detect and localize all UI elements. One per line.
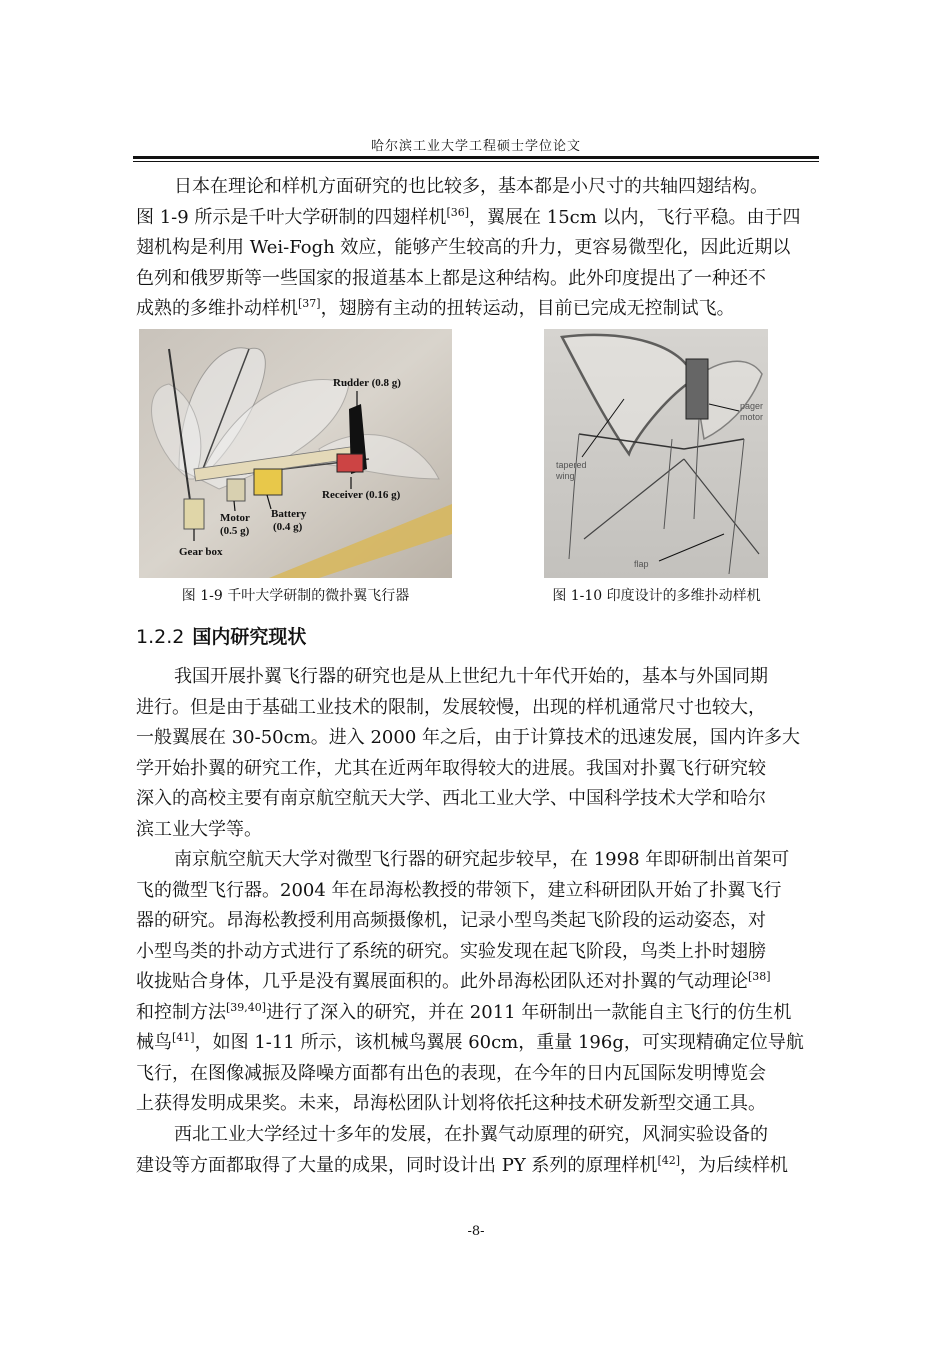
citation: [42]: [657, 1153, 681, 1167]
label-pager: pager: [740, 401, 764, 411]
ornithopter-photo-illustration: [139, 329, 452, 578]
label-motor-weight: (0.5 g): [220, 525, 250, 537]
section-heading: [136, 622, 306, 649]
text-line: 南京航空航天大学对微型飞行器的研究起步较早，在 1998 年即研制出首架可: [174, 849, 790, 870]
text-line: 翅机构是利用 Wei-Fogh 效应，能够产生较高的升力，更容易微型化，因此近期以: [136, 237, 791, 258]
text-line: 小型鸟类的扑动方式进行了系统的研究。实验发现在起飞阶段，鸟类上扑时翅膀: [136, 940, 766, 962]
label-tapered: tapered: [556, 460, 587, 470]
text-line: 械鸟: [136, 1032, 172, 1053]
text-line: 我国开展扑翼飞行器的研究也是从上世纪九十年代开始的，基本与外国同期: [174, 666, 768, 687]
figure-1-9-caption: 图 1-9 千叶大学研制的微扑翼飞行器: [181, 588, 410, 604]
text-line: 器的研究。昂海松教授利用高频摄像机，记录小型鸟类起飞阶段的运动姿态，对: [136, 910, 766, 931]
text-line: 日本在理论和样机方面研究的也比较多，基本都是小尺寸的共轴四翅结构。: [174, 176, 768, 197]
text-line: 成熟的多维扑动样机: [136, 298, 298, 319]
label-battery-weight: (0.4 g): [273, 521, 303, 533]
text-line: 学开始扑翼的研究工作，尤其在近两年取得较大的进展。我国对扑翼飞行研究较: [136, 757, 766, 779]
text-line: ，翅膀有主动的扭转运动，目前已完成无控制试飞。: [320, 298, 735, 319]
label-wing: wing: [556, 471, 575, 481]
text-line: ，为后续样机: [680, 1154, 789, 1176]
citation: [39,40]: [226, 1000, 267, 1014]
label-battery: Battery: [271, 508, 307, 520]
paragraph-domestic-overview: [136, 662, 818, 845]
text-line: ，如图 1-11 所示，该机械鸟翼展 60cm，重量 196g，可实现精确定位导航: [194, 1032, 804, 1053]
figure-1-10-caption: 图 1-10 印度设计的多维扑动样机: [552, 588, 761, 604]
text-line: 色列和俄罗斯等一些国家的报道基本上都是这种结构。此外印度提出了一种还不: [136, 267, 766, 289]
header-rule-thick: [133, 156, 819, 159]
text-line: 进行。但是由于基础工业技术的限制，发展较慢，出现的样机通常尺寸也较大，: [136, 696, 766, 718]
label-flap: flap: [634, 559, 649, 569]
paragraph-nuaa-research: [136, 845, 818, 1120]
text-line: 建设等方面都取得了大量的成果，同时设计出 PY 系列的原理样机: [136, 1154, 658, 1176]
text-line: 西北工业大学经过十多年的发展，在扑翼气动原理的研究，风洞实验设备的: [174, 1124, 768, 1145]
text-line: 一般翼展在 30-50cm。进入 2000 年之后，由于计算技术的迅速发展，国内许多大: [136, 727, 801, 748]
citation: [38]: [748, 970, 771, 983]
text-line: 滨工业大学等。: [136, 818, 262, 840]
text-line: 和控制方法: [136, 1001, 226, 1023]
text-line: ，翼展在 15cm 以内，飞行平稳。由于四: [469, 206, 801, 228]
paragraph-nwpu-research: [136, 1120, 818, 1181]
label-motor: Motor: [220, 512, 250, 524]
indian-flapper-photo-illustration: [544, 329, 768, 578]
text-line: 上获得发明成果奖。未来，昂海松团队计划将依托这种技术研发新型交通工具。: [136, 1093, 766, 1114]
page-number: -8-: [467, 1224, 485, 1239]
section-number: 1.2.2: [136, 626, 185, 648]
citation: [41]: [172, 1031, 195, 1044]
text-line: 飞的微型飞行器。2004 年在昂海松教授的带领下，建立科研团队开始了扑翼飞行: [136, 879, 782, 901]
section-title: 国内研究现状: [192, 626, 307, 648]
citation: [36]: [446, 205, 470, 219]
figure-1-10-photo: [544, 329, 768, 578]
text-line: 收拢贴合身体，几乎是没有翼展面积的。此外昂海松团队还对扑翼的气动理论: [136, 971, 748, 992]
text-line: 飞行，在图像减振及降噪方面都有出色的表现，在今年的日内瓦国际发明博览会: [136, 1062, 766, 1084]
text-line: 图 1-9 所示是千叶大学研制的四翅样机: [136, 206, 447, 228]
text-line: 深入的高校主要有南京航空航天大学、西北工业大学、中国科学技术大学和哈尔: [136, 788, 766, 809]
figure-1-9-photo: [139, 329, 452, 578]
paragraph-japan-research: [136, 172, 818, 325]
label-rudder: Rudder (0.8 g): [333, 377, 401, 389]
label-gearbox: Gear box: [179, 546, 223, 558]
label-motor: motor: [740, 412, 764, 422]
label-receiver: Receiver (0.16 g): [322, 489, 401, 501]
citation: [37]: [298, 297, 321, 310]
header-rule-thin: [133, 161, 819, 162]
running-header: 哈尔滨工业大学工程硕士学位论文: [370, 139, 581, 154]
text-line: 进行了深入的研究，并在 2011 年研制出一款能自主飞行的仿生机: [266, 1001, 792, 1023]
